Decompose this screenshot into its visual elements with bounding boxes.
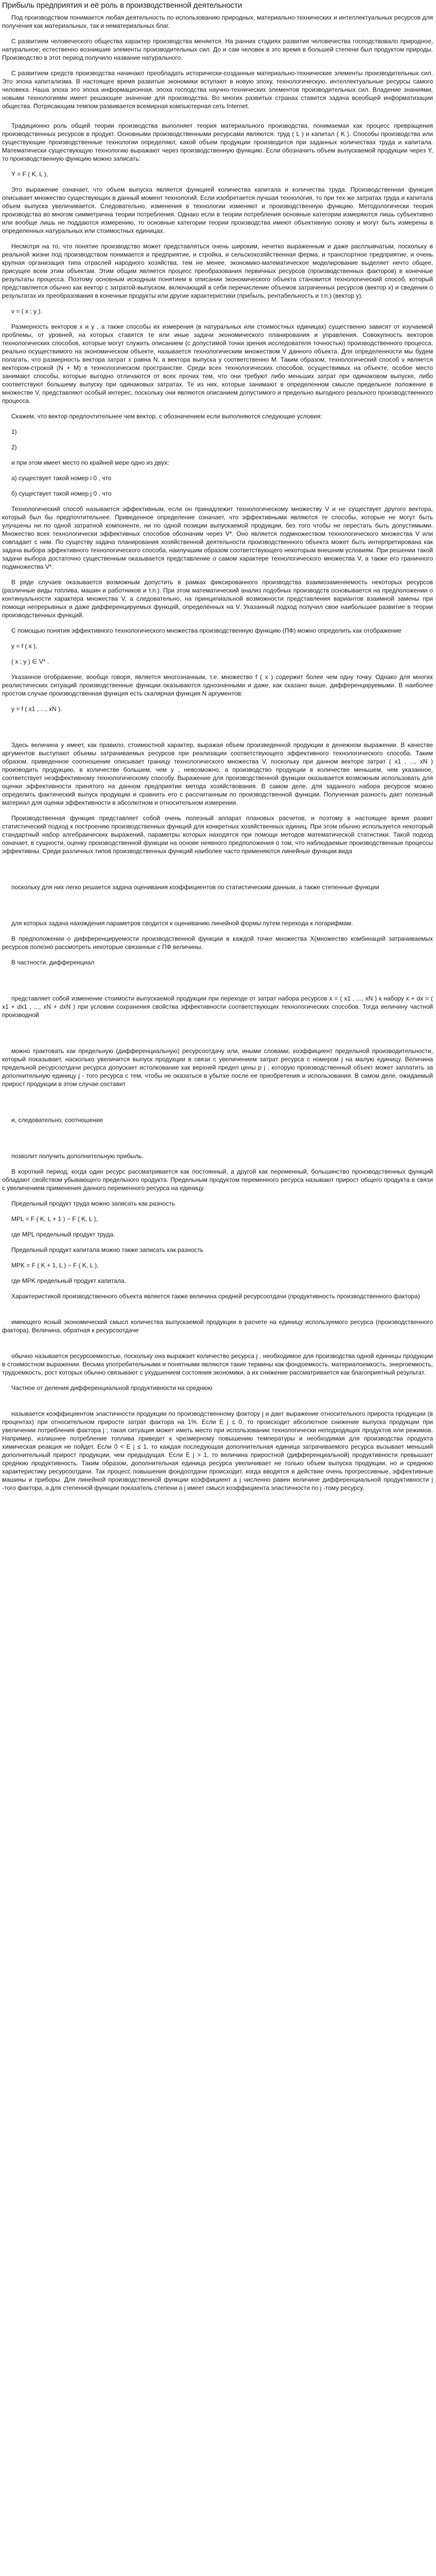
paragraph: представляет собой изменение стоимости выпускаемой продукции при переходе от затрат набора ресурсов x = ( x1 , ..., xN ) к набору x + dx = ( x1 + dx1 , ..., xN + dxN ) при условии сохранения свойства эффективности соответствующих технологических способов. Тогда величину частной производной — [2, 995, 433, 1019]
paragraph: Традиционно роль общей теории производства выполняет теория материального производства, понимаемая как процесс превращения производственных ресурсов в продукт. Основными производственными ресурсами являются: труд ( L ) и капитал ( K ). Способы производства или существующие производственные технологии определяют, какой объем продукции производится при заданных количествах труда и капитала. Математически существующую технологию выражают через производственную функцию. Если обозначить объем выпускаемой продукции через Y, то производственную функцию можно записать: — [2, 122, 433, 162]
paragraph: Несмотря на то, что понятие производство может представляться очень широким, нечетко выраженным и даже расплывчатым, поскольку в реальной жизни под производством понимается и предприятие, и стройка, и сельскохозяйственная ферма, и транспортное предприятие, и очень крупная организация типа отраслей народного хозяйства, тем не менее, экономико-математическое моделирование выделяет нечто общее, присущее всем этим объектам. Этим общим является процесс преобразования первичных ресурсов (производственных факторов) в конечные результаты процесса. Поэтому основным исходным понятием в описании экономического объекта становится технологический способ, который представляется обычно как вектор с затратой-выпуском, включающий в себя перечисление объемов затраченных ресурсов (вектор x) и сведения о результатах их преобразования в конечные продукты или другие характеристики (прибыль, рентабельность и т.п.) (вектор y). — [2, 243, 433, 299]
paragraph: обычно называется ресурсоемкостью, поскольку она выражает количество ресурса j , необходимое для производства одной единицы продукции в стоимостном выражении. Весьма употребительными и понятными являются такие термины как фондоемкость, материалоемкость, энергоемкость, трудоемкость, рост которых обычно связывают с ухудшением состояния экономики, а их снижение рассматривается как благоприятный результат. — [2, 1352, 433, 1376]
paragraph: имеющего ясный экономический смысл количества выпускаемой продукции в расчете на единицу используемого ресурса (производственного фактора). Величина, обратная к ресурсоотдаче — [2, 1318, 433, 1334]
page-title: Прибыль предприятия и её роль в производственной деятельности — [2, 1, 242, 10]
paragraph: где MPK предельный продукт капитала. — [11, 1277, 126, 1284]
paragraph: Предельный продукт капитала можно также записать как разность — [11, 1246, 203, 1253]
paragraph: называется коэффициентом эластичности продукции по производственному фактору j и дает выражение относительного прироста продукции (в процентах) при относительном приросте затрат фактора на 1%. Если E j ≤ 0, то происходит абсолютное снижение выпуска продукции при увеличении потребления фактора j ; такая ситуация может иметь место при использовании технологически неподходящих продуктов или режимов. Например, излишнее потребление топлива приведет к чрезмерному повышению температуры и необходимая для производства продукта химическая реакция не пойдет. Если 0 < E j ≤ 1, то каждая последующая дополнительная единица затрачиваемого ресурса вызывает меньший дополнительный прирост продукции, чем предыдущая. Если E j > 1, то величина приростной (дифференциальной) продуктивности превышает среднюю продуктивность. Таким образом, дополнительная единица ресурса увеличивает не только объем выпуска продукции, но и среднюю характеристику ресурсоотдачи. Так процесс повышения фондоотдачи происходит, когда вводятся в действие очень прогрессивные, эффективные машины и приборы. Для линейной производственной функции коэффициент a j численно равен величине дифференциальной продуктивности j -того фактора, а для степенной функции показатель степени a j имеет смысл коэффициента эластичности по j -тому ресурсу. — [2, 1410, 433, 1492]
condition-1: 1) — [11, 428, 17, 435]
formula-mapping-domain: ( x ; y ) ∈ V* . — [11, 658, 49, 665]
paragraph: Предельный продукт труда можно записать как разность — [11, 1200, 175, 1207]
paragraph: Размерность векторов x и y , а также способы их измерения (в натуральных или стоимостных единицах) существенно зависят от изучаемой проблемы, от уровней, на которых ставятся те или иные задачи экономического планирования и управления. Совокупность векторов технологических способов, которые могут служить описанием (с допустимой точки зрения исследователя точностью) производственного процесса, реально осуществимого на экономическом объекте, называется технологическим множеством V данного объекта. Для определенности мы будем полагать, что размерность вектора затрат x равна N, а вектора выпуска y соответственно M. Таким образом, технологический способ v является вектором-строкой (N + M) в технологическом пространстве. Среди всех технологических способов, осуществимых на объекте, особое место занимают способы, которые выгодно отличаются от всех прочих тем, что они требуют либо меньших затрат при одинаковом выпуске, либо соответствуют большему выпуску при одинаковых затратах. Те из них, которые занимают в определенном смысле предельное положение в множестве V, представляют особый интерес, поскольку они являются описанием допустимого и предельно выгодного реального производственного процесса. — [2, 323, 433, 404]
formula-tech-vector: v = ( x ; y ). — [11, 308, 42, 315]
paragraph: С развитием средств производства начинают преобладать исторически-созданные материально-технические элементы производительных сил. Это эпоха капитализма. В настоящее время развитые экономики вступают в новую эпоху, технологическую, интеллектуальные ресурсы самого человека. Наша эпоха это эпоха информационная, эпоха господства научно-технических элементов производительных сил. Владение знаниями, новыми технологиями имеет решающее значение для производства. Во многих развитых странах ставится задача всеобщей информатизации общества. Потрясающим темпом развивается всемирная компьютерная сеть Internet. — [2, 70, 433, 110]
paragraph: Частное от деления дифференциальной продуктивности на среднюю — [11, 1384, 213, 1392]
formula-mapping: y = f ( x ), — [11, 642, 38, 650]
paragraph: Здесь величина у имеет, как правило, стоимостной характер, выражая объем произведенной продукции в денежном выражении. В качестве аргументов выступают объемы затрачиваемых ресурсов при реализации соответствующего эффективного технологического способа. Таким образом, приведенное соотношение описывает границу технологического множества V, поскольку при данном векторе затрат ( x1 , ..., xN ) производить продукцию, в количестве большем, чем у , невозможно, а производство продукции в количестве меньшем, чем указанное, соответствует неэффективному технологическому способу. Выражение для производственной функции оказывается возможным использовать для оценки эффективности принятого на данном предприятии метода хозяйствования. В самом деле, для заданного набора ресурсов можно определить фактический выпуск продукции и сравнить его с рассчитанным по производственной функции. Полученная разность дает полезный материал для оценки эффективности в абсолютном и относительном измерении. — [2, 741, 433, 806]
paragraph: Технологический способ называется эффективным, если он принадлежит технологическому множеству V и не существует другого вектора, который был бы предпочтительнее. Приведенное определение означает, что эффективными являются те способы, которые не могут быть улучшены ни по одной затратной компоненте, ни по одной позиции выпускаемой продукции, без того чтобы не перестать быть допустимыми. Множество всех технологически эффективных способов обозначим через V*. Оно является подмножеством технологического множества V или совпадает с ним. По существу задача планирования хозяйственной деятельности производственного объекта может быть интерпретирована как задача выбора эффективного технологического способа, наилучшим образом соответствующего некоторым внешним условиям. При решении такой задачи выбора достаточно существенным оказывается представление о самом характере технологического множества V, а также его граничного подмножества V*. — [2, 505, 433, 570]
paragraph: и, следовательно, соотношение — [11, 1116, 103, 1124]
paragraph: В частности, дифференциал — [11, 959, 95, 966]
condition-2: 2) — [11, 444, 17, 451]
paragraph: Указанное отображение, вообще говоря, является многозначным, т.е. множество f ( x ) содержит более чем одну точку. Однако для многих реалистических ситуаций производственные функции оказываются однозначными и даже, как сказано выше, дифференцируемыми. В наиболее простом случае производственная функция есть скалярная функция N аргументов: — [2, 673, 433, 697]
condition-b: б) существует такой номер j 0 , что — [11, 490, 112, 497]
formula-mpl: MPL = F ( K, L + 1 ) − F ( K, L ), — [11, 1215, 98, 1223]
formula-scalar-pf: y = f ( x1 , ..., xN ). — [11, 705, 62, 713]
paragraph: Под производством понимается любая деятельность по использованию природных, материально-технических и интеллектуальных ресурсов для получения как материальных, так и нематериальных благ. — [2, 14, 433, 29]
paragraph: позволит получить дополнительную прибыль. — [11, 1153, 144, 1160]
paragraph: С развитием человеческого общества характер производства меняется. На ранних стадиях развития человечества господствовало природное, натуральное; естественно возникшие элементы производительных сил. До и сам человек в это время в большей степени был продуктом природы. Производство в этот период получило название натурального. — [2, 38, 433, 61]
paragraph: В предположении о дифференцируемости производственной функции в каждой точке множества Х(множество комбинаций затрачиваемых ресурсов полезно рассмотреть некоторые связанные с ПФ величины. — [2, 935, 433, 951]
condition-a: а) существует такой номер i 0 , что — [11, 474, 112, 482]
paragraph: поскольку для них легко решается задача оценивания коэффициентов по статистическим данным, а также степенные функции — [11, 884, 379, 891]
paragraph: Скажем, что вектор предпочтительнее чем вектор, с обозначением если выполняются следующие условия: — [11, 413, 322, 420]
paragraph: В ряде случаев оказывается возможным допустить в рамках фиксированного производства взаимозаменяемость некоторых ресурсов (различные виды топлива, машин и работников и т.п.). При этом математический анализ подобных производств основывается на предположении о континуальности характера множества V, а следовательно, на принципиальной возможности представления вариантов взаимной замены при помощи непрерывных и даже дифференцируемых функций, определённых на V. Указанный подход получил свое наибольшее развитие в теории производственных функций. — [2, 579, 433, 619]
formula-pf-general: Y = F ( K, L ), — [11, 171, 48, 178]
paragraph: можно трактовать как предельную (дифференциальную) ресурсоотдачу или, иными словами, коэффициент предельной производительности, который показывает, насколько увеличится выпуск продукции в связи с увеличением затрат ресурса с номером j на малую единицу. Величина предельной ресурсоотдачи ресурса допускает истолкование как верхней предел цены p j , которую производственный объект может заплатить за дополнительную единицу j - того ресурса с тем, чтобы не оказаться в убытке после ее приобретения и использования. В самом деле, ожидаемый прирост продукции в этом случае составит — [2, 1047, 433, 1088]
paragraph: и при этом имеет место по крайней мере одно из двух: — [11, 459, 169, 466]
paragraph: В короткий период, когда один ресурс рассматривается как постоянный, а другой как переменный, большинство производственных функций обладают свойством убывающего предельного продукта. Предельным продуктом переменного ресурса называют прирост общего продукта в связи с увеличением применения данного переменного ресурса на единицу. — [2, 1168, 433, 1192]
formula-mpk: MPK = F ( K + 1, L ) − F ( K, L ), — [11, 1262, 99, 1269]
paragraph: для которых задача нахождения параметров сводится к оцениванию линейной формы путем перехода к логарифмам. — [11, 920, 353, 927]
paragraph: С помощью понятия эффективного технологического множества производственную функцию (ПФ) можно определить как отображение — [11, 627, 402, 634]
paragraph: Производственная функция представляет собой очень полезный аппарат плановых расчетов, и поэтому в настоящее время развит статистический подход к построению производственных функций для конкретных хозяйственных единиц. При этом обычно используется некоторый стандартный набор алгебраических выражений, параметры которых находятся при помощи методов математической статистики. Такой подход означает, в сущности, оценку производственной функции на основе неявного предположения о том, что наблюдаемые производственные процессы эффективны. Среди различных типов производственных функций наиболее часто применяются линейные функции вида — [2, 815, 433, 855]
paragraph: Это выражение означает, что объем выпуска является функцией количества капитала и количества труда. Производственная функция описывает множество существующих в данный момент технологий. Если изобретается лучшая технология, то при тех же затратах труда и капитала объем выпуска увеличивается. Следовательно, изменения в технологии изменяют и производственную функцию. Методологически теория производства во многом симметрична теории потребления. Однако если в теории потребления основные категории измеряются лишь субъективно или вообще лишь не поддаются измерению, то основные категории теории производства имеют объективную основу и могут быть измерены в определенных натуральных или стоимостных единицах. — [2, 186, 433, 234]
paragraph: Характеристикой производственного объекта является также величина средней ресурсоотдачи (продуктивность производственного фактора) — [11, 1293, 420, 1300]
paragraph: где MPL предельный продукт труда. — [11, 1231, 115, 1238]
